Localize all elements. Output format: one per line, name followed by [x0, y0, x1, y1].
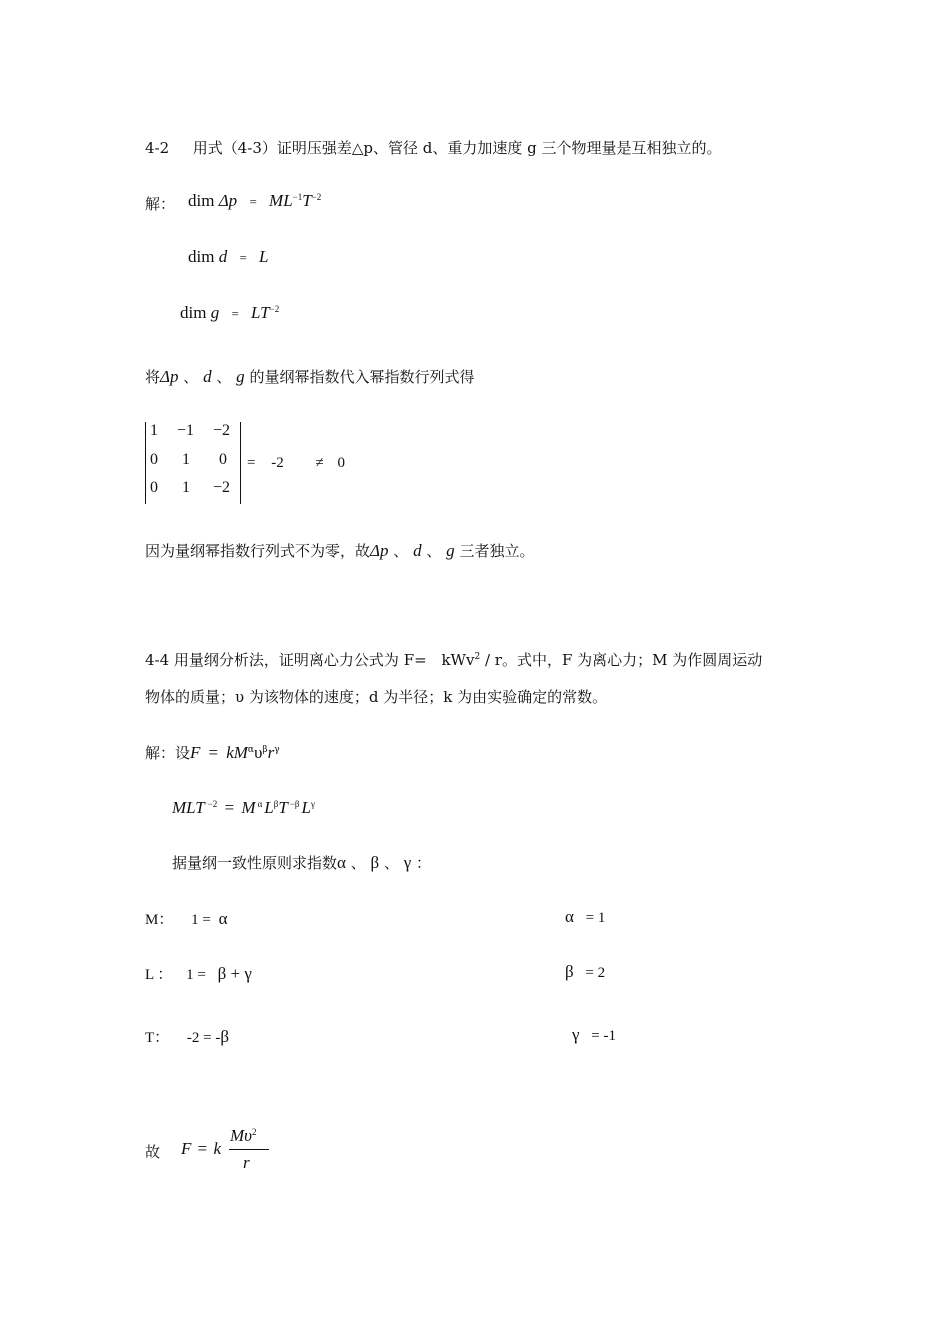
substitution-sentence: 将Δp 、 d 、 g 的量纲幂指数代入幂指数行列式得 [145, 367, 475, 386]
exponent-result-alpha: α = 1 [565, 907, 606, 926]
matrix-cell: −1 [177, 422, 195, 439]
assumption-equation: 解：设$F = kM^\alpha\upsilon^\beta r^\gamma$ [145, 743, 280, 762]
matrix-cell: −2 [213, 422, 231, 439]
final-denominator: r [243, 1153, 250, 1172]
matrix-cell: 0 [150, 479, 158, 496]
matrix-cell: 1 [150, 422, 158, 439]
exponent-row-l: L ： 1 = β + γ [145, 964, 252, 983]
matrix-cell: 0 [150, 451, 158, 468]
matrix-cell: 0 [219, 451, 227, 468]
matrix-cell: 1 [182, 451, 190, 468]
fraction-bar [229, 1149, 269, 1150]
problem-number: 4-2 [145, 139, 170, 157]
problem-statement: 用式（4-3）证明压强差△p、管径 d、重力加速度 g 三个物理量是互相独立的。 [192, 139, 722, 157]
consistency-rule: 据量纲一致性原则求指数α 、 β 、 γ ： [172, 853, 432, 872]
problem-4-4-line1: 4-4 用量纲分析法，证明离心力公式为 F= kWv$^2$ / r。式中，F 为离心力；M 为作圆周运动 [145, 651, 763, 669]
dim-dp-equation: dim $\Delta p = ML^{-1}T^{-2}$ [188, 191, 322, 210]
conclusion-sentence: 因为量纲幂指数行列式不为零，故Δp 、 d 、 g 三者独立。 [145, 541, 535, 560]
matrix-cell: 1 [182, 479, 190, 496]
dim-g-equation: dim $g = LT^{-2}$ [180, 303, 280, 322]
problem-4-4-line2: 物体的质量；υ 为该物体的速度；d 为半径；k 为由实验确定的常数。 [145, 688, 608, 706]
problem-4-2-heading [145, 137, 722, 158]
determinant-result: = -2 ≠ 0 [247, 455, 345, 471]
dimension-equation: MLT $^{-2}$ = M $^\alpha$ $L^\beta T$ $^{-\beta}$ $L^\gamma$ [172, 798, 315, 817]
dim-d-equation: dim d = L [188, 247, 269, 266]
final-label: 故 [145, 1143, 161, 1161]
exponent-determinant [145, 422, 241, 504]
exponent-result-beta: β = 2 [565, 962, 606, 981]
final-formula-lhs: F = k [181, 1139, 222, 1158]
solution-label: 解： [145, 195, 176, 213]
matrix-cell: −2 [213, 479, 231, 496]
exponent-result-gamma: γ = -1 [572, 1025, 616, 1044]
exponent-row-m: M： 1 = α [145, 909, 228, 928]
final-numerator: $M\upsilon^2$ [230, 1126, 257, 1145]
exponent-row-t: T： -2 = -β [145, 1027, 230, 1046]
